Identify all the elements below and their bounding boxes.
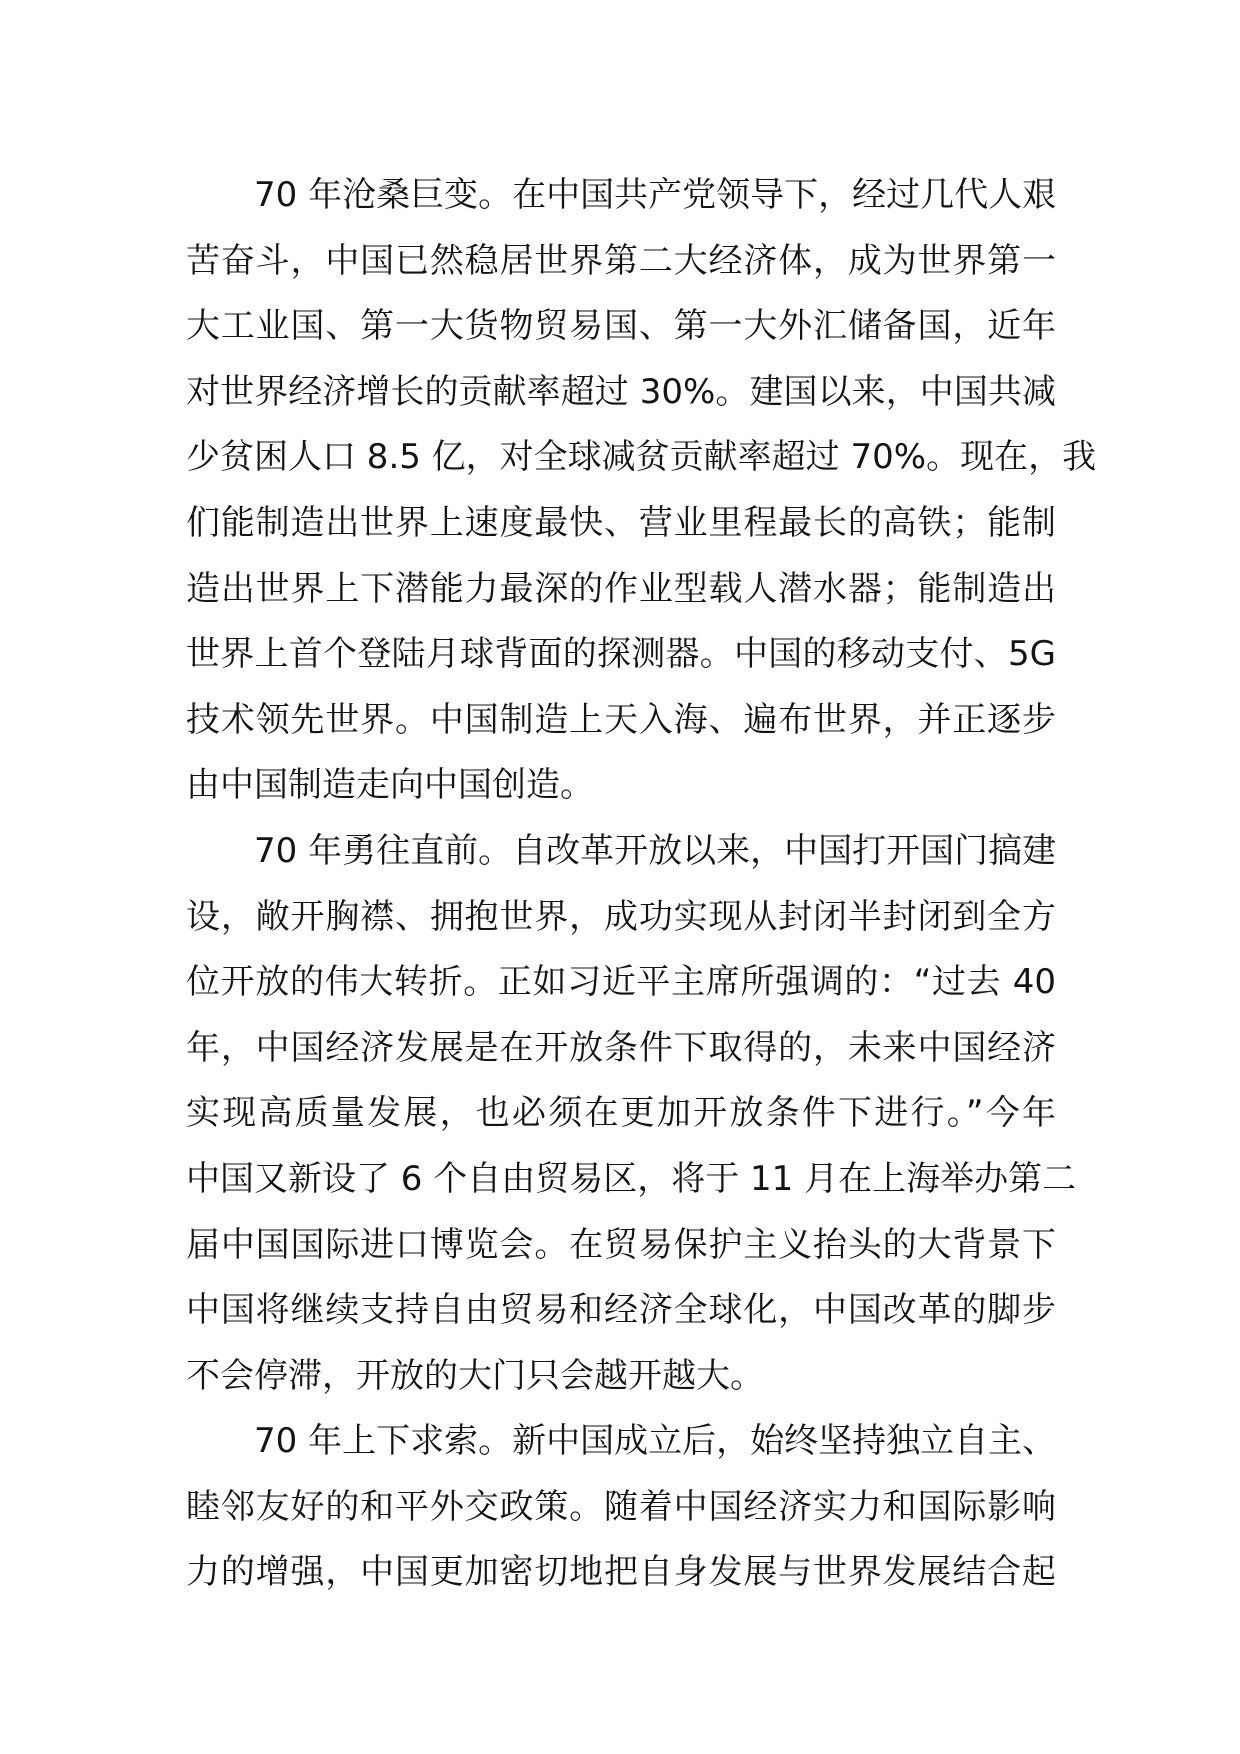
text-line: 少贫困人口 8.5 亿，对全球减贫贡献率超过 70%。现在，我 <box>186 437 1097 478</box>
text-line: 70 年沧桑巨变。在中国共产党领导下，经过几代人艰 <box>254 175 1057 215</box>
text-line: 技术领先世界。中国制造上天入海、遍布世界，并正逐步 <box>186 699 1056 740</box>
text-line: 世界上首个登陆月球背面的探测器。中国的移动支付、5G <box>186 634 1056 675</box>
text-line: 70 年上下求索。新中国成立后，始终坚持独立自主、 <box>254 1421 1057 1462</box>
text-line: 苦奋斗，中国已然稳居世界第二大经济体，成为世界第一 <box>186 240 1056 281</box>
text-line: 中国又新设了 6 个自由贸易区，将于 11 月在上海举办第二 <box>186 1158 1077 1199</box>
text-line: 年，中国经济发展是在开放条件下取得的，未来中国经济 <box>186 1027 1056 1068</box>
text-line: 不会停滞，开放的大门只会越开越大。 <box>186 1355 764 1396</box>
text-line: 届中国国际进口博览会。在贸易保护主义抬头的大背景下 <box>186 1224 1056 1265</box>
text-line: 中国将继续支持自由贸易和经济全球化，中国改革的脚步 <box>186 1290 1056 1331</box>
paragraph-diplomacy <box>186 1409 1056 1606</box>
text-line: 们能制造出世界上速度最快、营业里程最长的高铁；能制 <box>186 502 1056 543</box>
text-line: 对世界经济增长的贡献率超过 30%。建国以来，中国共减 <box>186 371 1056 412</box>
text-line: 造出世界上下潜能力最深的作业型载人潜水器；能制造出 <box>186 568 1056 609</box>
body-text <box>186 163 1097 1606</box>
text-line: 实现高质量发展，也必须在更加开放条件下进行。”今年 <box>186 1093 1056 1134</box>
paragraph-achievements <box>186 163 1097 819</box>
text-line: 睦邻友好的和平外交政策。随着中国经济实力和国际影响 <box>186 1486 1056 1527</box>
text-line: 由中国制造走向中国创造。 <box>186 765 594 806</box>
text-line: 力的增强，中国更加密切地把自身发展与世界发展结合起 <box>186 1552 1056 1593</box>
text-line: 位开放的伟大转折。正如习近平主席所强调的：“过去 40 <box>186 962 1056 1003</box>
text-line: 设，敞开胸襟、拥抱世界，成功实现从封闭半封闭到全方 <box>186 896 1056 937</box>
text-line: 70 年勇往直前。自改革开放以来，中国打开国门搞建 <box>254 830 1057 871</box>
paragraph-opening-up <box>186 819 1077 1409</box>
text-line: 大工业国、第一大货物贸易国、第一大外汇储备国，近年 <box>186 306 1056 347</box>
